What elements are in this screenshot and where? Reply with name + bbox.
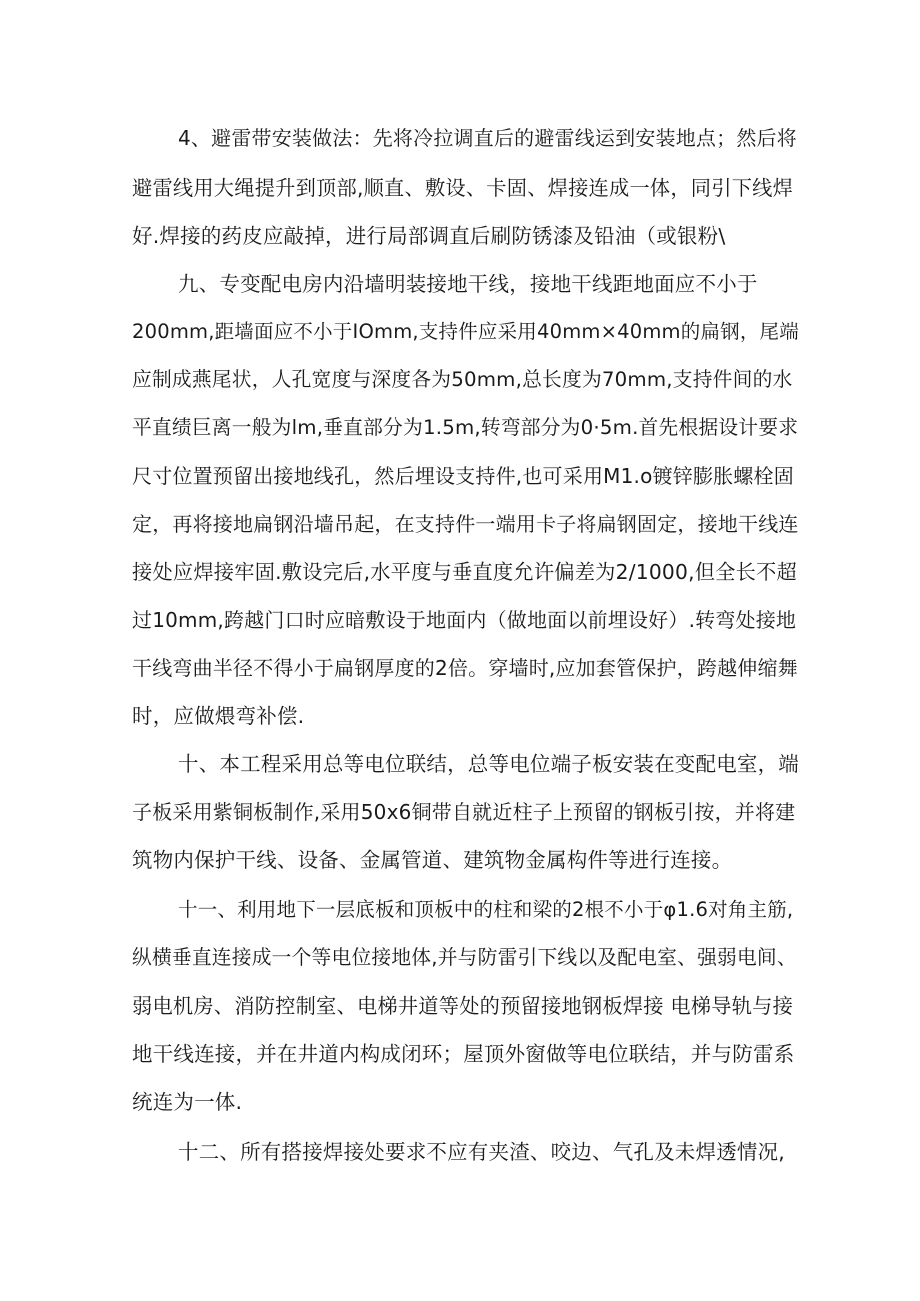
text-line: 干线弯曲半径不得小于扁钢厚度的2倍。穿墙时,应加套管保护，跨越伸缩舞: [132, 656, 798, 680]
text-line: 平直绩巨离一般为lm,垂直部分为1.5m,转弯部分为0·5m.首先根据设计要求: [132, 416, 799, 439]
text-line: 统连为一体.: [132, 1090, 243, 1114]
text-line: 4、避雷带安装做法：先将冷拉调直后的避雷线运到安装地点；然后将: [178, 126, 797, 150]
text-line: 好.焊接的药皮应敲掉，进行局部调直后刷防锈漆及铅油（或银粉\: [132, 224, 726, 248]
text-line: 十二、所有搭接焊接处要求不应有夹渣、咬边、气孔及未焊透情况,: [178, 1140, 786, 1164]
text-line: 纵横垂直连接成一个等电位接地体,并与防雷引下线以及配电室、强弱电间、: [132, 946, 797, 969]
text-line: 定，再将接地扁钢沿墙吊起，在支持件一端用卡子将扁钢固定，接地干线连: [132, 512, 799, 536]
text-line: 尺寸位置预留出接地线孔，然后埋设支持件,也可采用M1.o镀锌膨胀螺栓固: [132, 464, 794, 488]
text-line: 过10mm,跨越门口时应暗敷设于地面内（做地面以前埋设好）.转弯处接地: [132, 608, 797, 632]
text-line: 子板采用紫铜板制作,采用50x6铜带自就近柱子上预留的钢板引按，并将建: [132, 800, 796, 824]
text-line: 应制成燕尾状，人孔宽度与深度各为50mm,总长度为70mm,支持件间的水: [132, 368, 793, 391]
text-line: 十、本工程采用总等电位联结，总等电位端子板安装在变配电室，端: [178, 752, 799, 776]
text-line: 避雷线用大绳提升到顶部,顺直、敷设、卡固、焊接连成一体，同引下线焊: [132, 176, 794, 200]
text-line: 地干线连接，并在井道内构成闭环；屋顶外窗做等电位联结，并与防雷系: [132, 1042, 795, 1066]
text-line: 时，应做煨弯补偿.: [132, 704, 305, 728]
text-line: 接处应焊接牢固.敷设完后,水平度与垂直度允许偏差为2/1000,但全长不超: [132, 560, 797, 584]
text-line: 200mm,距墙面应不小于IOmm,支持件应采用40mm×40mm的扁钢，尾端: [132, 320, 799, 343]
text-line: 十一、利用地下一层底板和顶板中的柱和梁的2根不小于φ1.6对角主筋,: [178, 898, 794, 921]
text-line: 九、专变配电房内沿墙明装接地干线，接地干线距地面应不小于: [178, 272, 758, 296]
text-line: 弱电机房、消防控制室、电梯井道等处的预留接地钢板焊接 电梯导轨与接: [132, 994, 794, 1018]
text-line: 筑物内保护干线、设备、金属管道、建筑物金属构件等进行连接。: [132, 848, 733, 872]
